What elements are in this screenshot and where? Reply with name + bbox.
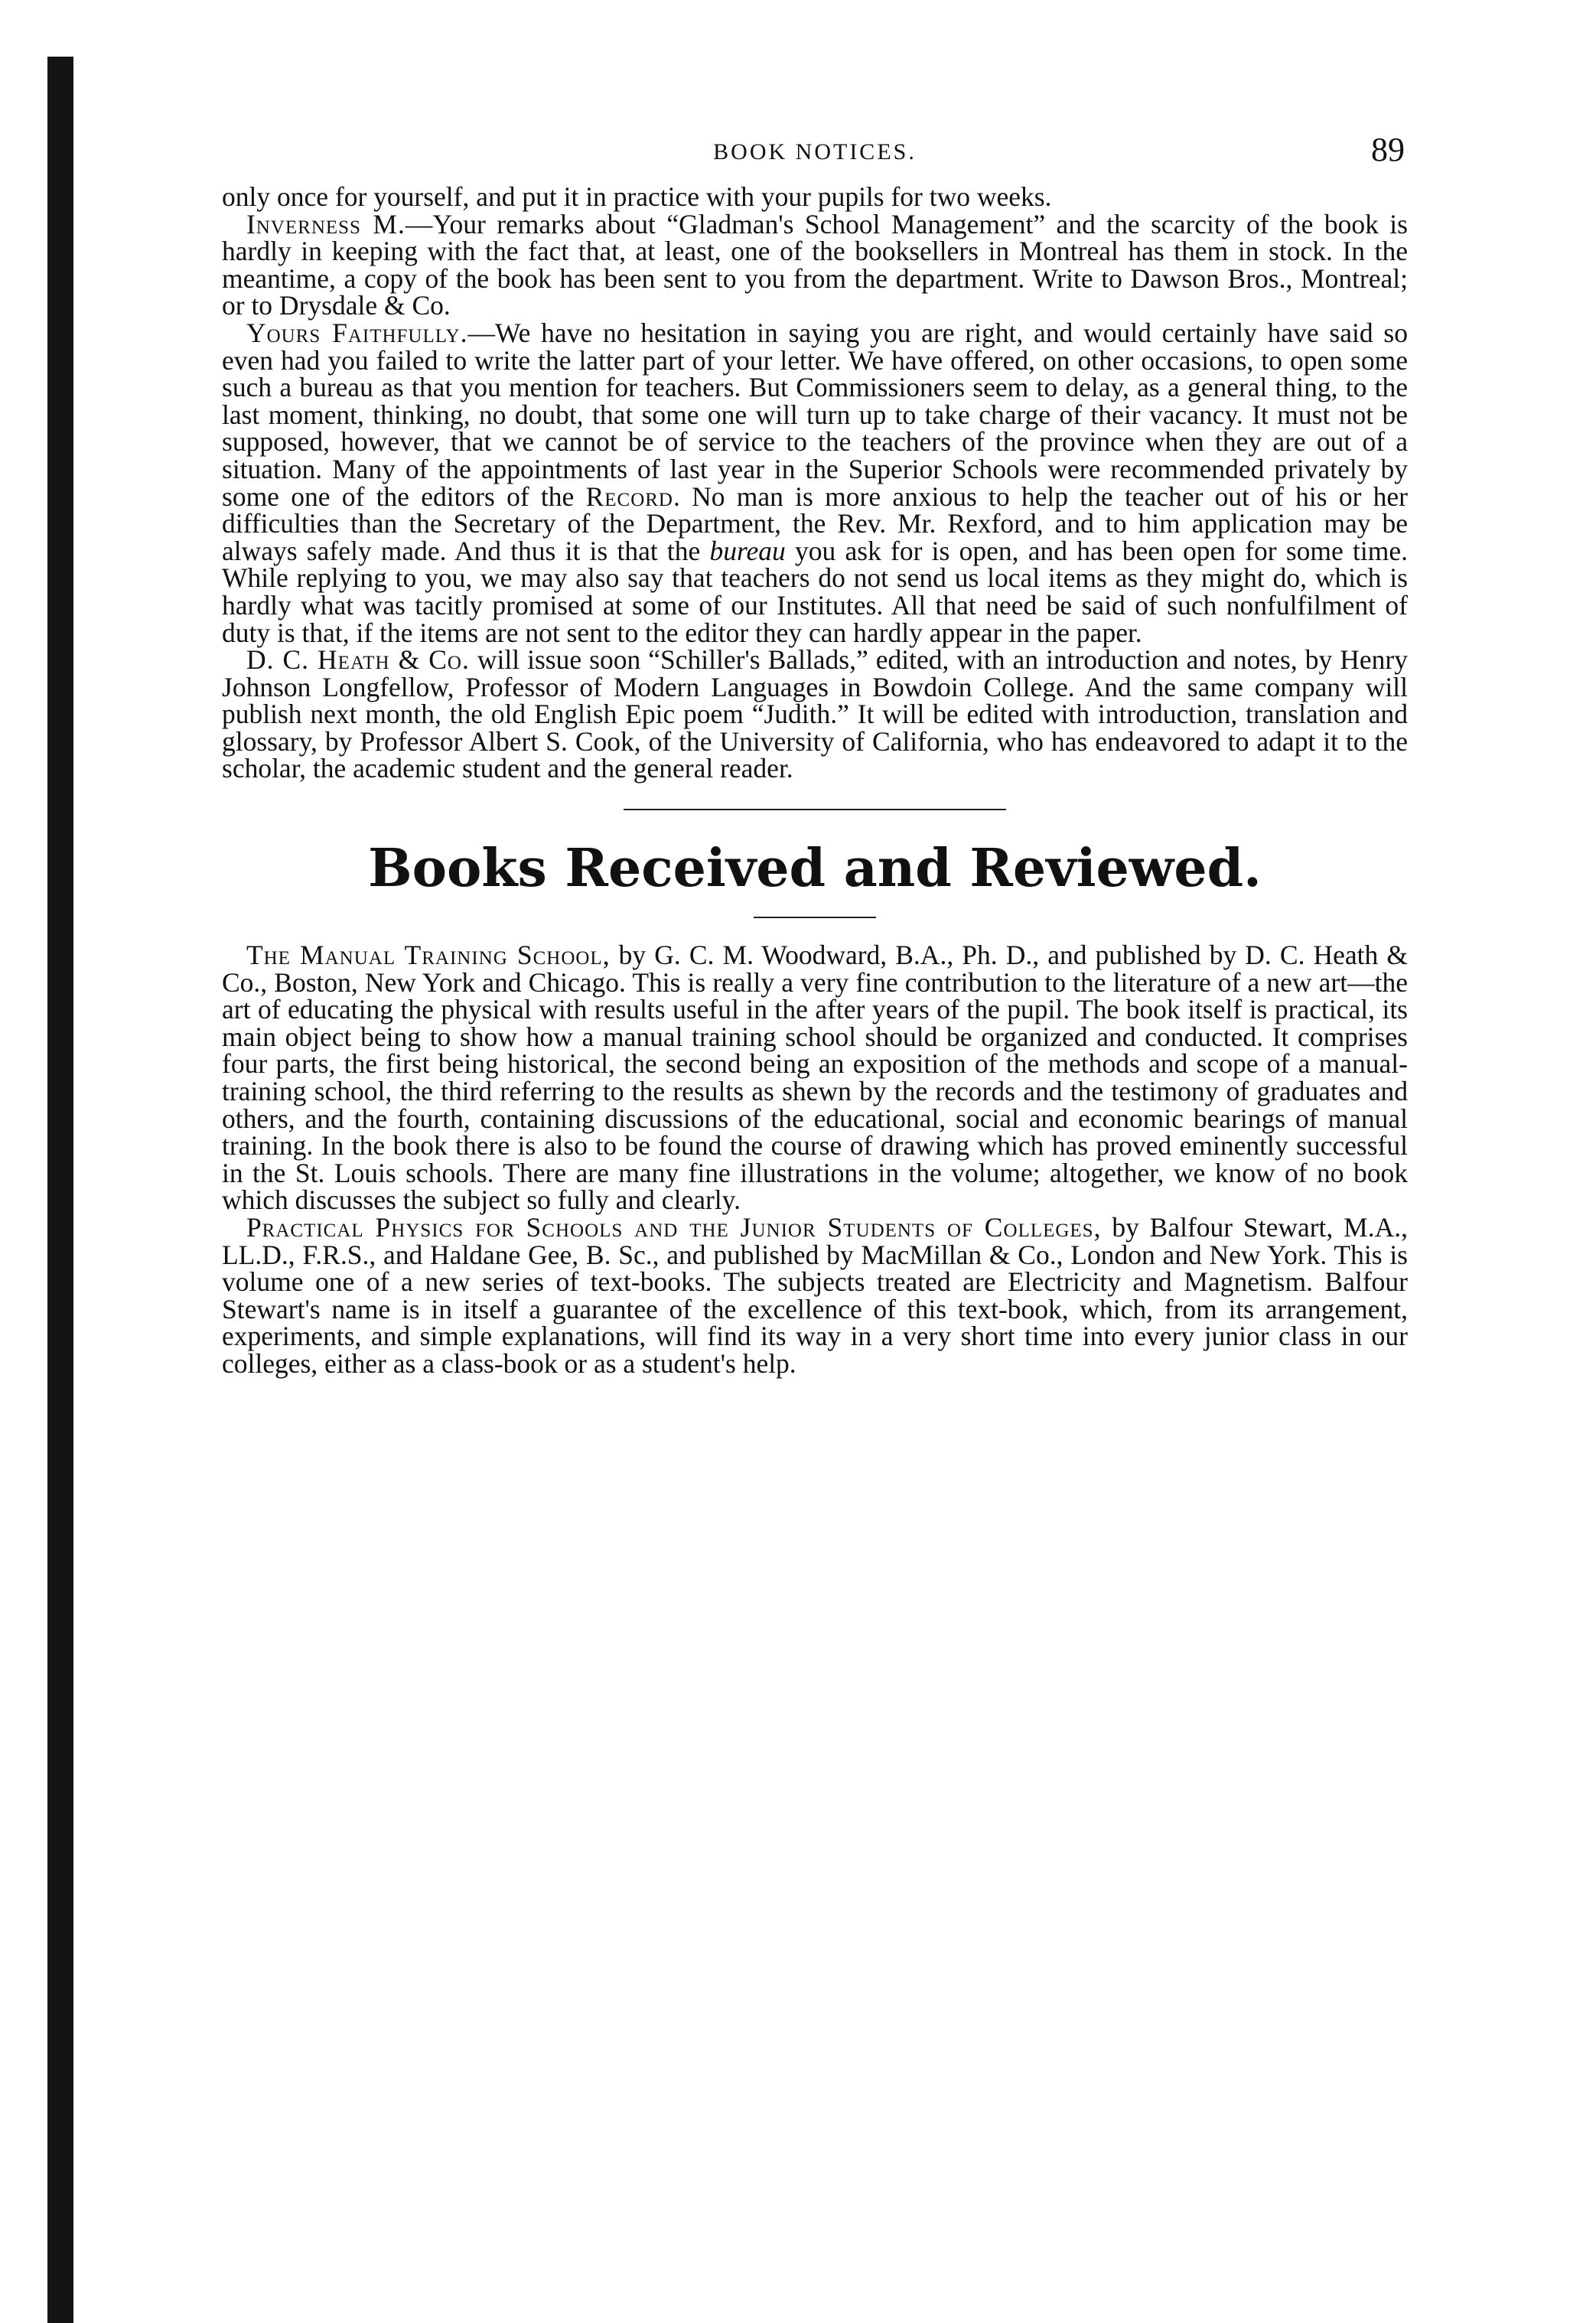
notice-text: only once for yourself, and put it in practice with your pupils for two weeks. xyxy=(222,181,1052,212)
page-number: 89 xyxy=(1371,131,1405,168)
notice-inverness xyxy=(222,208,1408,321)
review-text: by G. C. M. Woodward, B.A., Ph. D., and published by D. C. Heath & Co., Boston, New York and Chicago. This is really a very fine contribution to the literature of a new art—the art of educating the physical with results useful in the after years of the pupil. The book itself is practical, its main object being to show how a manual training school should be organized and conducted. It comprises four parts, the first being historical, the second being an exposition of the methods and scope of a manual-training school, the third referring to the results as shewn by the records and the testimony of graduates and others, and the fourth, containing discussions of the educational, social and economic bearings of manual training. In the book there is also to be found the course of drawing which has proved eminently successful in the St. Louis schools. There are many fine illustrations in the volume; altogether, we know of no book which discusses the subject so fully and clearly. xyxy=(222,940,1408,1216)
review-manual-training xyxy=(222,942,1408,1214)
review-text: by Balfour Stewart, M.A., LL.D., F.R.S., and Haldane Gee, B. Sc., and published by MacMillan & Co., London and New York. This is volume one of a new series of text-books. The subjects treated are Electricity and Magnetism. Balfour Stewart's name is in itself a guarantee of the excellence of this text-book, which, from its arrangement, experiments, and simple explanations, will find its way in a very short time into every junior class in our colleges, either as a class-book or as a student's help. xyxy=(222,1212,1408,1379)
notice-continuation xyxy=(222,181,1408,212)
notice-lead: Yours Faithfully. xyxy=(246,317,468,348)
notice-text: will issue soon “Schiller's Ballads,” edited, with an introduction and notes, by Henry Johnson Longfellow, Professor of Modern Languages in Bowdoin College. And the same company will publish next month, the old English Epic poem “Judith.” It will be edited with introduction, translation and glossary, by Professor Albert S. Cook, of the University of California, who has endeavored to adapt it to the scholar, the academic student and the general reader. xyxy=(222,644,1408,784)
reviews-body xyxy=(222,942,1408,1378)
review-title: Practical Physics for Schools and the Junior Students of Colleges, xyxy=(246,1212,1102,1243)
notice-heath xyxy=(222,644,1408,784)
book-notices-body xyxy=(222,181,1409,784)
notice-lead: D. C. Heath & Co. xyxy=(246,644,470,676)
binding-edge xyxy=(47,57,73,2323)
page xyxy=(222,130,1408,1378)
notice-lead: Inverness M. xyxy=(246,208,406,239)
notice-text: —We have no hesitation in saying you are right, and would certainly have said so even had you failed to write the latter part of your letter. We have offered, on other occasions, to open some such a bureau as that you mention for teachers. But Commissioners seem to delay, as a general thing, to the last moment, thinking, no doubt, that some one will turn up to take charge of their vacancy. It must not be supposed, however, that we cannot be of service to the teachers of the province when they are out of a situation. Many of the appointments of last year in the Superior Schools were recommended privately by some one of the editors of the xyxy=(222,317,1408,512)
section-divider xyxy=(222,803,1408,816)
notice-text: —Your remarks about “Gladman's School Management” and the scarcity of the book is hardly in keeping with the fact that, at least, one of the booksellers in Montreal has them in stock. In the meantime, a copy of the book has been sent to you from the department. Write to Dawson Bros., Montreal; or to Drysdale & Co. xyxy=(222,208,1408,321)
review-practical-physics xyxy=(222,1214,1408,1378)
bureau-word: bureau xyxy=(709,535,786,566)
notice-text: . No man is more anxious to help the teacher out of his or her difficulties than the Secretary of the Department, the Rev. Mr. Rexford, and to him application may be always safely made. And thus it is that the xyxy=(222,481,1409,566)
heading-underline xyxy=(222,908,1408,922)
running-head xyxy=(222,130,1408,184)
notice-text: you ask for is open, and has been open for some time. While replying to you, we may also say that teachers do not send us local items as they might do, which is hardly what was tacitly promised at some of our Institutes. All that need be said of such nonfulfilment of duty is that, if the items are not sent to the editor they can hardly appear in the paper. xyxy=(222,535,1408,648)
review-title: The Manual Training School, xyxy=(246,940,611,971)
section-heading: Books Received and Reviewed. xyxy=(368,838,1262,900)
running-head-title: BOOK NOTICES. xyxy=(713,139,917,165)
notice-yours-faithfully xyxy=(222,317,1409,648)
record-title: Record xyxy=(585,481,673,512)
